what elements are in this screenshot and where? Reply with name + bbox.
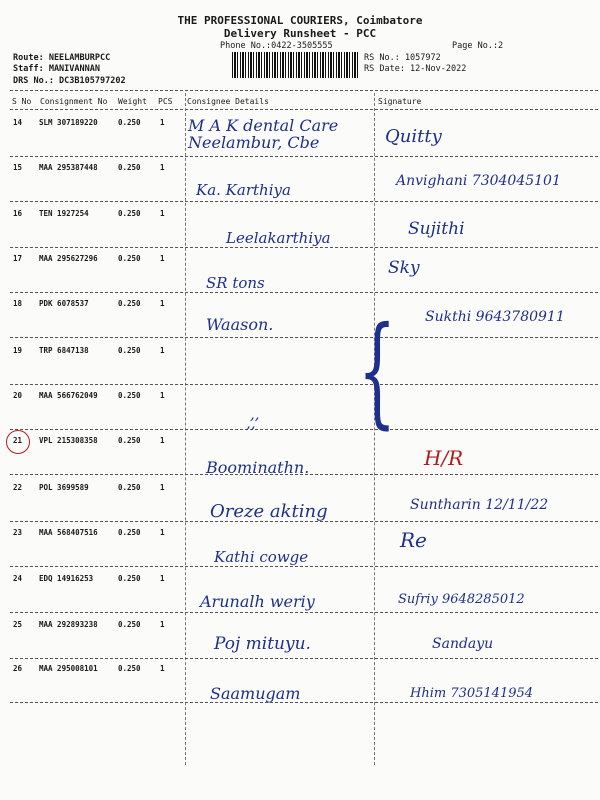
row-weight: 0.250 xyxy=(118,254,141,263)
page-number: Page No.:2 xyxy=(452,41,504,51)
hr-mark: H/R xyxy=(424,446,464,470)
row-signature: Quitty xyxy=(385,126,442,147)
row-weight: 0.250 xyxy=(118,163,141,172)
rs-date: RS Date: 12-Nov-2022 xyxy=(364,64,467,74)
row-consignee-handwriting: Waason. xyxy=(206,315,274,334)
row-divider xyxy=(10,429,598,430)
company-title: THE PROFESSIONAL COURIERS, Coimbatore xyxy=(177,14,423,27)
staff-label: Staff: MANIVANNAN xyxy=(13,64,100,74)
col-signature: Signature xyxy=(378,97,422,106)
runsheet-subtitle: Delivery Runsheet - PCC xyxy=(223,27,377,40)
col-pcs: PCS xyxy=(158,97,173,106)
row-signature: Sujithi xyxy=(408,219,465,239)
row-divider xyxy=(10,156,598,157)
row-pcs: 1 xyxy=(160,664,165,673)
row-pcs: 1 xyxy=(160,254,165,263)
row-signature: Hhim 7305141954 xyxy=(410,686,534,701)
row-signature: Sukthi 9643780911 xyxy=(425,309,565,325)
row-divider xyxy=(10,247,598,248)
row-consignment: MAA 568407516 xyxy=(39,528,98,537)
row-consignee-handwriting: M A K dental Care Neelambur, Cbe xyxy=(188,116,339,152)
route-label: Route: NEELAMBURPCC xyxy=(13,53,111,63)
row-divider xyxy=(10,292,598,293)
row-pcs: 1 xyxy=(160,574,165,583)
row-consignee-handwriting: Oreze akting xyxy=(210,501,328,522)
row-consignee-handwriting: ,, xyxy=(246,414,256,432)
row-pcs: 1 xyxy=(160,209,165,218)
row-weight: 0.250 xyxy=(118,574,141,583)
row-weight: 0.250 xyxy=(118,118,141,127)
row-consignment: MAA 292893238 xyxy=(39,620,98,629)
row-pcs: 1 xyxy=(160,620,165,629)
row-pcs: 1 xyxy=(160,436,165,445)
row-consignee-handwriting: Poj mituyu. xyxy=(214,634,311,654)
row-weight: 0.250 xyxy=(118,346,141,355)
row-signature: Sufriy 9648285012 xyxy=(398,592,525,607)
row-pcs: 1 xyxy=(160,346,165,355)
row-sno: 26 xyxy=(13,664,23,673)
row-sno: 17 xyxy=(13,254,23,263)
row-pcs: 1 xyxy=(160,528,165,537)
row-pcs: 1 xyxy=(160,118,165,127)
row-divider xyxy=(10,521,598,522)
row-signature: Anvighani 7304045101 xyxy=(396,173,561,189)
row-consignment: VPL 215308358 xyxy=(39,436,98,445)
rs-number: RS No.: 1057972 xyxy=(364,53,441,63)
brace-mark: { xyxy=(358,302,397,441)
row-consignment: MAA 566762049 xyxy=(39,391,98,400)
row-divider xyxy=(10,658,598,659)
row-consignment: SLM 307189220 xyxy=(39,118,98,127)
row-divider xyxy=(10,384,598,385)
row-sno: 21 xyxy=(13,436,23,445)
row-sno: 16 xyxy=(13,209,23,218)
row-consignee-handwriting: Leelakarthiya xyxy=(226,229,331,247)
row-signature: Suntharin 12/11/22 xyxy=(410,497,549,513)
row-pcs: 1 xyxy=(160,391,165,400)
col-weight: Weight xyxy=(118,97,147,106)
phone-number: Phone No.:0422-3505555 xyxy=(220,41,333,51)
row-sno: 22 xyxy=(13,483,23,492)
row-sno: 18 xyxy=(13,299,23,308)
row-weight: 0.250 xyxy=(118,391,141,400)
row-signature: Re xyxy=(400,528,427,552)
row-consignee-handwriting: Kathi cowge xyxy=(214,548,309,566)
red-circle-mark xyxy=(6,430,30,454)
row-signature: Sky xyxy=(388,258,420,278)
row-divider xyxy=(10,201,598,202)
col-consignee: Consignee Details xyxy=(187,97,269,106)
row-weight: 0.250 xyxy=(118,528,141,537)
row-consignee-handwriting: Ka. Karthiya xyxy=(196,181,291,199)
row-consignee-handwriting: Saamugam xyxy=(210,684,301,703)
row-sno: 24 xyxy=(13,574,23,583)
row-weight: 0.250 xyxy=(118,483,141,492)
row-consignment: PDK 6078537 xyxy=(39,299,89,308)
row-consignment: EDQ 14916253 xyxy=(39,574,94,583)
row-pcs: 1 xyxy=(160,299,165,308)
barcode-image xyxy=(232,52,358,78)
row-divider xyxy=(10,337,598,338)
row-sno: 23 xyxy=(13,528,23,537)
row-signature: Sandayu xyxy=(432,636,494,652)
row-sno: 25 xyxy=(13,620,23,629)
row-consignment: TRP 6847138 xyxy=(39,346,89,355)
row-weight: 0.250 xyxy=(118,299,141,308)
row-consignment: MAA 295008101 xyxy=(39,664,98,673)
col-sno: S No xyxy=(12,97,32,106)
col-consignment: Consignment No xyxy=(40,97,108,106)
row-divider xyxy=(10,612,598,613)
row-consignment: TEN 1927254 xyxy=(39,209,89,218)
row-sno: 20 xyxy=(13,391,23,400)
row-weight: 0.250 xyxy=(118,664,141,673)
row21-handwriting: Boominathn. xyxy=(206,458,310,477)
drs-number: DRS No.: DC3B105797202 xyxy=(13,76,126,86)
header-divider-top xyxy=(10,90,598,91)
row-sno: 14 xyxy=(13,118,23,127)
row-weight: 0.250 xyxy=(118,209,141,218)
row-weight: 0.250 xyxy=(118,620,141,629)
row-pcs: 1 xyxy=(160,483,165,492)
row-divider xyxy=(10,566,598,567)
row-sno: 15 xyxy=(13,163,23,172)
row-consignee-handwriting: SR tons xyxy=(206,274,265,292)
row-divider xyxy=(10,702,598,703)
row-consignee-handwriting: Arunalh weriy xyxy=(200,592,315,611)
row-consignment: MAA 295627296 xyxy=(39,254,98,263)
row-consignment: MAA 295387448 xyxy=(39,163,98,172)
row-consignment: POL 3699589 xyxy=(39,483,89,492)
row-sno: 19 xyxy=(13,346,23,355)
row-pcs: 1 xyxy=(160,163,165,172)
row-weight: 0.250 xyxy=(118,436,141,445)
header-divider-bottom xyxy=(10,109,598,110)
row-consignee-handwriting: ,, xyxy=(250,405,260,423)
